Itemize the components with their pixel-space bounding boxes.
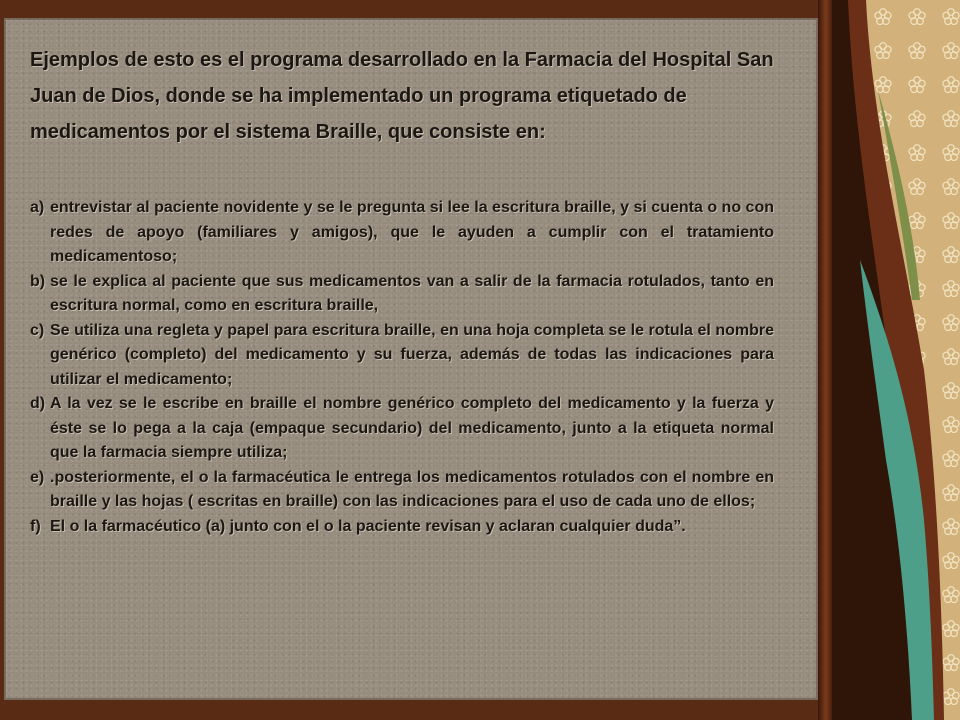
slide-heading: Ejemplos de esto es el programa desarrollado en la Farmacia del Hospital San Juan de Dios, donde se ha implementado un programa etiquetado de medicamentos por el sistema Braille, que consiste en: bbox=[30, 49, 774, 143]
item-marker: c) bbox=[30, 321, 45, 339]
item-text: .posteriormente, el o la farmacéutica le entrega los medicamentos rotulados con el nombre en braille y las hojas ( escritas en braille) con las indicaciones para el uso de cada uno de ellos; bbox=[50, 468, 774, 510]
item-marker: a) bbox=[30, 199, 45, 216]
list-item bbox=[30, 392, 774, 466]
item-text: Se utiliza una regleta y papel para escritura braille, en una hoja completa se le rotula el nombre genérico (completo) del medicamento y su fuerza, además de todas las indicaciones para utilizar el medicamento; bbox=[50, 321, 774, 388]
list-item bbox=[30, 319, 774, 393]
panel-border bbox=[818, 0, 832, 720]
decorative-strip bbox=[832, 0, 960, 720]
item-marker: e) bbox=[30, 468, 45, 486]
item-text: A la vez se le escribe en braille el nombre genérico completo del medicamento y la fuerza y éste se lo pega a la caja (empaque secundario) del medicamento, junto a la etiqueta normal que la farmacia siempre utiliza; bbox=[50, 395, 774, 461]
item-text: entrevistar al paciente novidente y se le pregunta si lee la escritura braille, y si cuenta o no con redes de apoyo (familiares y amigos), que le ayuden a cumplir con el tratamiento medicamentoso; bbox=[50, 199, 774, 265]
item-marker: b) bbox=[30, 272, 46, 290]
item-marker: f) bbox=[30, 517, 41, 535]
list-item bbox=[30, 515, 774, 540]
item-text: se le explica al paciente que sus medicamentos van a salir de la farmacia rotulados, tanto en escritura normal, como en escritura braille, bbox=[50, 272, 774, 314]
item-marker: d) bbox=[30, 395, 46, 412]
list-item bbox=[30, 466, 774, 515]
list-item bbox=[30, 196, 774, 270]
steps-list bbox=[30, 196, 774, 539]
list-item bbox=[30, 270, 774, 319]
item-text: El o la farmacéutico (a) junto con el o la paciente revisan y aclaran cualquier duda”. bbox=[50, 517, 686, 535]
